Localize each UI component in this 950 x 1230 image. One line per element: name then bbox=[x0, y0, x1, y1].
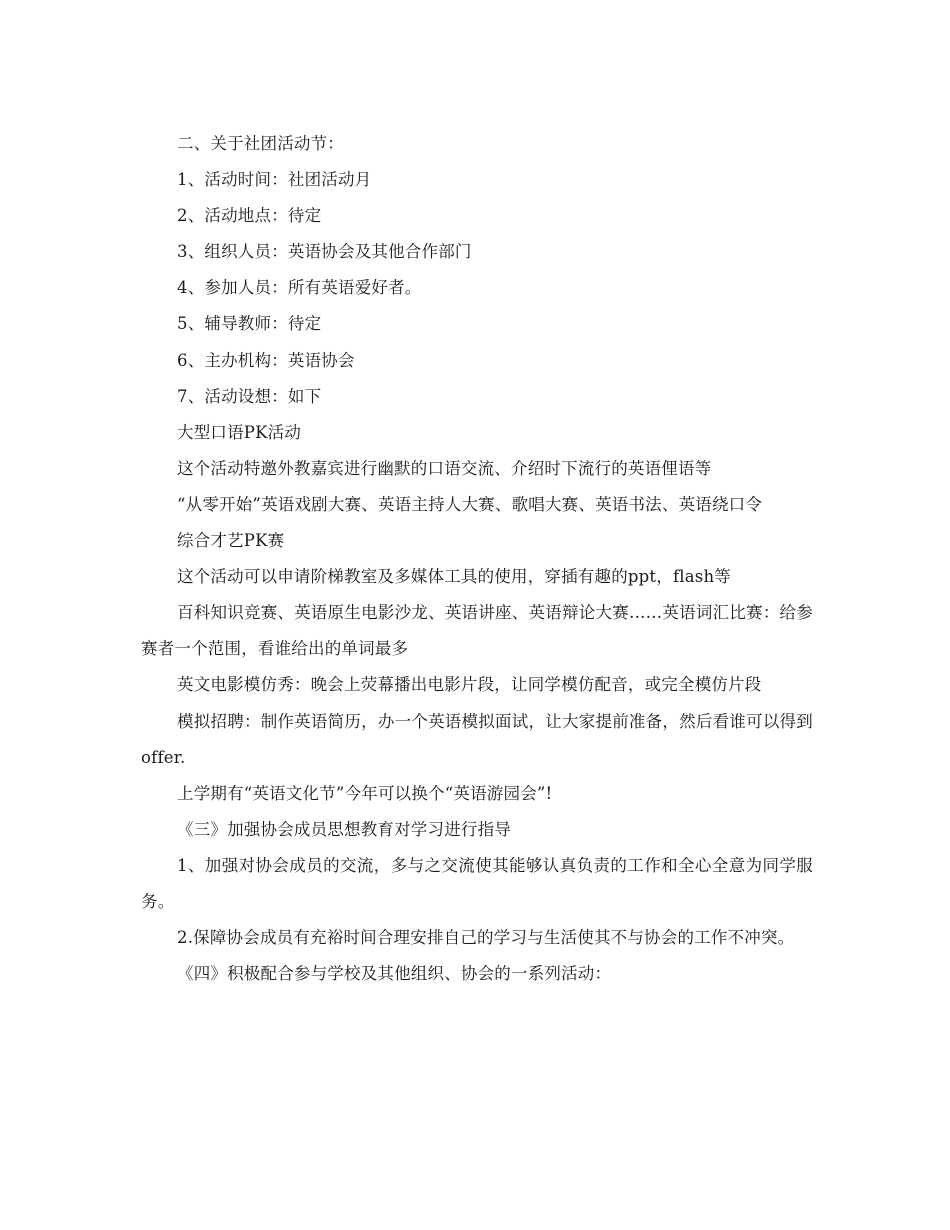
list-item-activity-location: 2、活动地点：待定 bbox=[177, 206, 322, 226]
paragraph-movie-imitation: 英文电影模仿秀：晚会上荧幕播出电影片段，让同学模仿配音，或完全模仿片段 bbox=[177, 675, 762, 695]
paragraph-knowledge-contests: 百科知识竞赛、英语原生电影沙龙、英语讲座、英语辩论大赛……英语词汇比赛：给参赛者一个范围，看谁给出的单词最多 bbox=[141, 603, 813, 659]
section-heading-club-festival: 二、关于社团活动节： bbox=[177, 134, 344, 153]
list-item-tutor: 5、辅导教师：待定 bbox=[177, 314, 322, 334]
list-item-host-organization: 6、主办机构：英语协会 bbox=[177, 350, 355, 370]
paragraph-member-communication: 1、加强对协会成员的交流，多与之交流使其能够认真负责的工作和全心全意为同学服务。 bbox=[141, 855, 813, 911]
subheading-talent-pk: 综合才艺PK赛 bbox=[177, 531, 285, 551]
subheading-oral-pk: 大型口语PK活动 bbox=[177, 422, 302, 442]
list-item-organizers: 3、组织人员：英语协会及其他合作部门 bbox=[177, 242, 472, 262]
paragraph-garden-party: 上学期有“英语文化节”今年可以换个“英语游园会”! bbox=[177, 783, 553, 803]
paragraph-member-time: 2.保障协会成员有充裕时间合理安排自己的学习与生活使其不与协会的工作不冲突。 bbox=[177, 928, 795, 948]
paragraph-competitions-list: “从零开始”英语戏剧大赛、英语主持人大赛、歌唱大赛、英语书法、英语绕口令 bbox=[177, 494, 763, 514]
list-item-participants: 4、参加人员：所有英语爱好者。 bbox=[177, 278, 422, 298]
document-body bbox=[141, 126, 813, 992]
list-item-activity-time: 1、活动时间：社团活动月 bbox=[177, 170, 372, 190]
section-heading-three: 《三》加强协会成员思想教育对学习进行指导 bbox=[177, 819, 511, 839]
paragraph-oral-pk-description: 这个活动特邀外教嘉宾进行幽默的口语交流、介绍时下流行的英语俚语等 bbox=[177, 458, 712, 478]
paragraph-talent-pk-description: 这个活动可以申请阶梯教室及多媒体工具的使用，穿插有趣的ppt，flash等 bbox=[177, 567, 731, 587]
list-item-activity-plan: 7、活动设想：如下 bbox=[177, 386, 322, 406]
paragraph-mock-recruitment: 模拟招聘：制作英语简历，办一个英语模拟面试，让大家提前准备，然后看谁可以得到offer. bbox=[141, 711, 813, 767]
section-heading-four: 《四》积极配合参与学校及其他组织、协会的一系列活动： bbox=[177, 964, 612, 984]
